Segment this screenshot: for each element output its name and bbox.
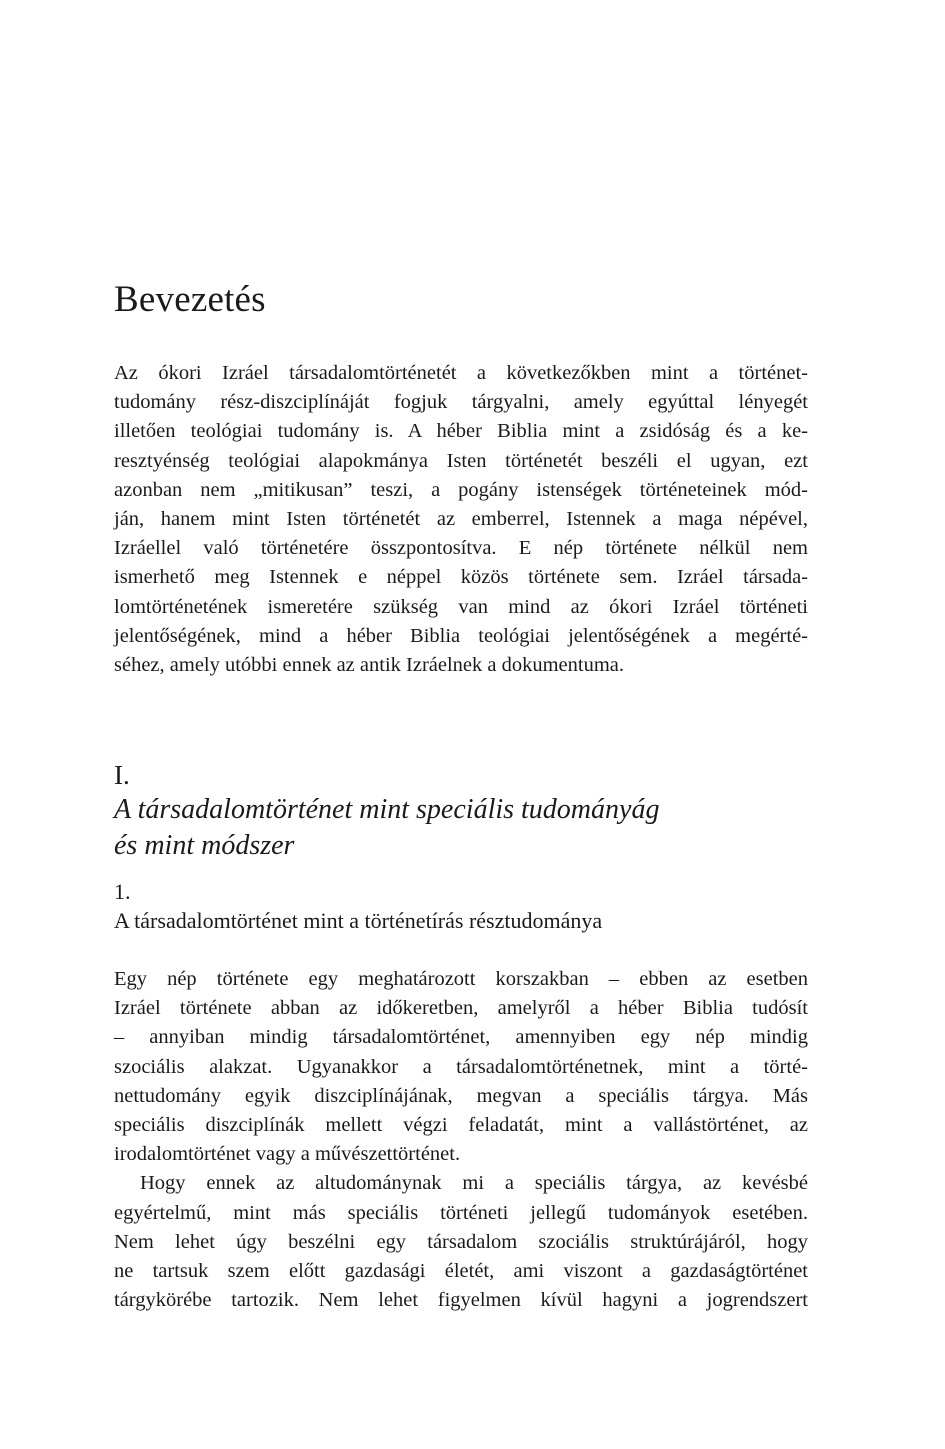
body-paragraphs (114, 965, 808, 1315)
text-line: irodalomtörténet vagy a művészettörténet. (114, 1143, 461, 1166)
subsection-number: 1. (114, 879, 131, 904)
text-line: lomtörténetének ismeretére szükség van mind az ókori Izráel történeti (114, 595, 808, 618)
text-line: jelentőségének, mind a héber Biblia teológiai jelentőségének a megérté- (114, 624, 808, 647)
section-title-line: és mint módszer (114, 830, 295, 861)
text-line: séhez, amely utóbbi ennek az antik Izráelnek a dokumentuma. (114, 653, 625, 676)
text-line: ne tartsuk szem előtt gazdasági életét, ami viszont a gazdaságtörténet (114, 1259, 808, 1282)
text-line: illetően teológiai tudomány is. A héber Biblia mint a zsidóság és a ke- (114, 420, 808, 443)
text-line: egyértelmű, mint más speciális történeti jellegű tudományok esetében. (114, 1201, 808, 1224)
text-line: speciális diszciplínák mellett végzi feladatát, mint a vallástörténet, az (114, 1113, 808, 1136)
text-line: Izráellel való történetére összpontosítva. E nép története nélkül nem (114, 537, 808, 560)
intro-paragraph (114, 359, 808, 680)
section-number: I. (114, 760, 130, 790)
text-line: Izráel története abban az időkeretben, amelyről a héber Biblia tudósít (114, 997, 808, 1020)
text-line: ján, hanem mint Isten történetét az emberrel, Istennek a maga népével, (114, 507, 808, 530)
subsection-title: A társadalomtörténet mint a történetírás résztudománya (114, 908, 603, 933)
text-line: resztyénség teológiai alapokmánya Isten történetét beszéli el ugyan, ezt (114, 449, 808, 472)
text-line: szociális alakzat. Ugyanakkor a társadalomtörténetnek, mint a törté- (114, 1055, 808, 1078)
section-title-line: A társadalomtörténet mint speciális tudományág (114, 794, 660, 825)
text-line: – annyiban mindig társadalomtörténet, amennyiben egy nép mindig (114, 1026, 808, 1049)
text-line: Egy nép története egy meghatározott korszakban – ebben az esetben (114, 968, 808, 990)
text-line: nettudomány egyik diszciplínájának, megvan a speciális tárgya. Más (114, 1084, 808, 1107)
text-line: Hogy ennek az altudománynak mi a speciális tárgya, az kevésbé (140, 1172, 808, 1195)
text-line: Nem lehet úgy beszélni egy társadalom szociális struktúrájáról, hogy (114, 1230, 808, 1253)
section-title (114, 792, 659, 864)
text-line: azonban nem „mitikusan” teszi, a pogány istenségek történeteinek mód- (114, 478, 808, 501)
text-line: tudomány rész-diszciplínáját fogjuk tárgyalni, amely egyúttal lényegét (114, 391, 808, 414)
chapter-heading: Bevezetés (114, 279, 266, 320)
text-line: ismerhető meg Istennek e néppel közös története sem. Izráel társada- (114, 566, 808, 589)
text-line: Az ókori Izráel társadalomtörténetét a következőkben mint a történet- (114, 362, 808, 384)
text-line: tárgykörébe tartozik. Nem lehet figyelmen kívül hagyni a jogrendszert (114, 1289, 808, 1312)
